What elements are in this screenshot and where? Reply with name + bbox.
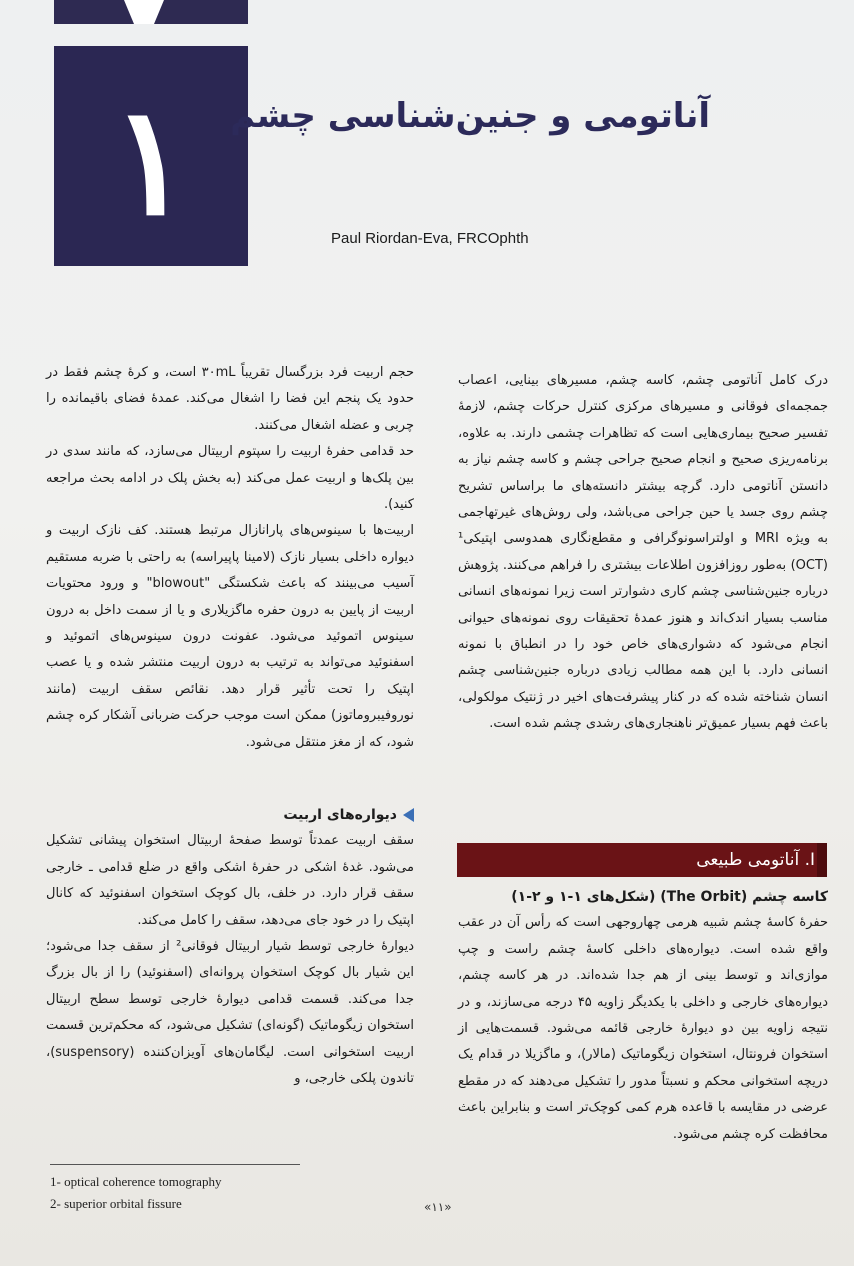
intro-paragraph: درک کامل آناتومی چشم، کاسه چشم، مسیرهای بینایی، اعصاب جمجمه‌ای فوقانی و مسیرهای مرکزی کنترل حرکات چشم، لازمهٔ تفسیر صحیح بیماری‌هایی است که تظاهرات چشمی دارند. به علاوه، برنامه‌ریزی صحیح و انجام صحیح جراحی چشم و کاسه چشم نیاز به دانستن آناتومی دارد. گرچه بیشتر دانسته‌های ما براساس تشریح چشم روی جسد یا حین جراحی می‌باشد، ولی روش‌های غیرتهاجمی به ویژه MRI و اولتراسونوگرافی و مقطع‌نگاری همدوسی اپتیکی¹ (OCT) به‌طور روزافزون اطلاعات بیشتری را فراهم می‌کنند. پژوهش درباره جنین‌شناسی چشم کاری دشوارتر است زیرا نمونه‌های انسانی مناسب بسیار اندک‌اند و هنوز عمدهٔ تحقیقات روی نمونه‌های حیوانی انجام می‌شود که دشواری‌های خاص خود را در انطباق با نمونه انسانی دارد. با این همه مطالب زیادی درباره جنین‌شناسی چشم انسان شناخته شده که در کنار پیشرفت‌های اخیر در ژنتیک مولکولی، باعث فهم بسیار عمیق‌تر ناهنجاری‌های رشدی چشم شده است. [458,373,829,732]
chapter-number: ۱ [110,73,192,249]
body-paragraph: اربیت‌ها با سینوس‌های پارانازال مرتبط هستند. کف نازک اربیت و دیواره داخلی بسیار نازک (لامینا پاپیراسه) به راحتی با ضربه مستقیم آسیب می‌بینند که باعث شکستگی "blowout" و ورود محتویات اربیت از پایین به درون حفره ماگزیلاری و یا از سمت داخل به درون سینوس اتموئید می‌شود. عفونت درون سینوس‌های اتموئید و اسفنوئید می‌تواند به ترتیب به درون اربیت منتشر شده و یا عصب اپتیک را تحت تأثیر قرار دهد. نقائص سقف اربیت (مانند نوروفیبروماتوز) ممکن است موجب حرکت ضربانی آشکار کره چشم شود، که از مغز منتقل می‌شود. [46,523,414,750]
page-number: «۱۱» [424,1200,452,1214]
footnote-1: 1- optical coherence tomography [50,1174,222,1189]
top-decorative-band [54,0,248,24]
left-column-top [46,360,414,756]
body-paragraph: سقف اربیت عمدتاً توسط صفحهٔ اربیتال استخوان پیشانی تشکیل می‌شود. غدهٔ اشکی در حفرهٔ اشکی واقع در ضلع قدامی ـ خارجی سقف قرار دارد. در خلف، بال کوچک استخوان اسفنوئید که کانال اپتیک را در خود جای می‌دهد، سقف را کامل می‌کند. [46,833,414,928]
left-column-walls [46,802,414,1092]
section-heading-text: I. آناتومی طبیعی [696,850,815,870]
right-column-orbit [458,884,828,1148]
footnote-divider [50,1164,300,1165]
body-paragraph: حجم اربیت فرد بزرگسال تقریباً ۳۰mL است، و کرهٔ چشم فقط در حدود یک پنجم این فضا را اشغال می‌کند. عمدهٔ فضای باقیمانده را چربی و عضله اشغال می‌کنند. [46,365,414,433]
orbit-subsection-heading: کاسه چشم (The Orbit) (شکل‌های ۱-۱ و ۲-۱) [511,889,828,905]
chapter-number-block [54,46,248,266]
author-name: Paul Riordan-Eva, FRCOphth [331,230,529,247]
footnote-2: 2- superior orbital fissure [50,1196,182,1211]
chapter-title: آناتومی و جنین‌شناسی چشم [230,96,710,136]
orbit-walls-heading [46,802,414,828]
body-paragraph: دیوارهٔ خارجی توسط شیار اربیتال فوقانی² از سقف جدا می‌شود؛ این شیار بال کوچک استخوان پروانه‌ای (اسفنوئید) را از بال بزرگ جدا می‌کند. قسمت قدامی دیوارهٔ خارجی توسط سطح اربیتال استخوان زیگوماتیک (گونه‌ای) تشکیل می‌شود، که محکم‌ترین قسمت اربیت استخوانی است. لیگامان‌های آویزان‌کننده (suspensory)، تاندون پلکی خارجی، و [46,939,414,1087]
section-bar-notch [817,843,827,877]
triangle-marker-icon [403,808,414,822]
right-column-intro [458,368,828,738]
body-paragraph: حفرهٔ کاسهٔ چشم شبیه هرمی چهاروجهی است که رأس آن در عقب واقع شده است. دیواره‌های داخلی کاسهٔ چشم راست و چپ موازی‌اند و توسط بینی از هم جدا شده‌اند. در هر کاسه چشم، دیواره‌های خارجی و داخلی با یکدیگر زاویه ۴۵ درجه می‌سازند، و در نتیجه زاویه بین دو دیوارهٔ خارجی قائمه می‌شود. قسمت‌هایی از استخوان فرونتال، استخوان زیگوماتیک (مالار)، و ماگزیلا در قدام یک دریچه استخوانی محکم و نسبتاً مدور را تشکیل می‌دهند که در مقطع عرضی در مقایسه با قاعده هرم کمی کوچک‌تر است و بنابراین باعث محافظت کره چشم می‌شود. [458,915,829,1142]
section-heading-bar [457,843,827,877]
body-paragraph: حد قدامی حفرهٔ اربیت را سپتوم اربیتال می‌سازد، که مانند سدی در بین پلک‌ها و اربیت عمل می‌کند (به بخش پلک در ادامه بحث مراجعه کنید). [46,444,414,513]
orbit-walls-heading-text: دیواره‌های اربیت [283,807,397,823]
